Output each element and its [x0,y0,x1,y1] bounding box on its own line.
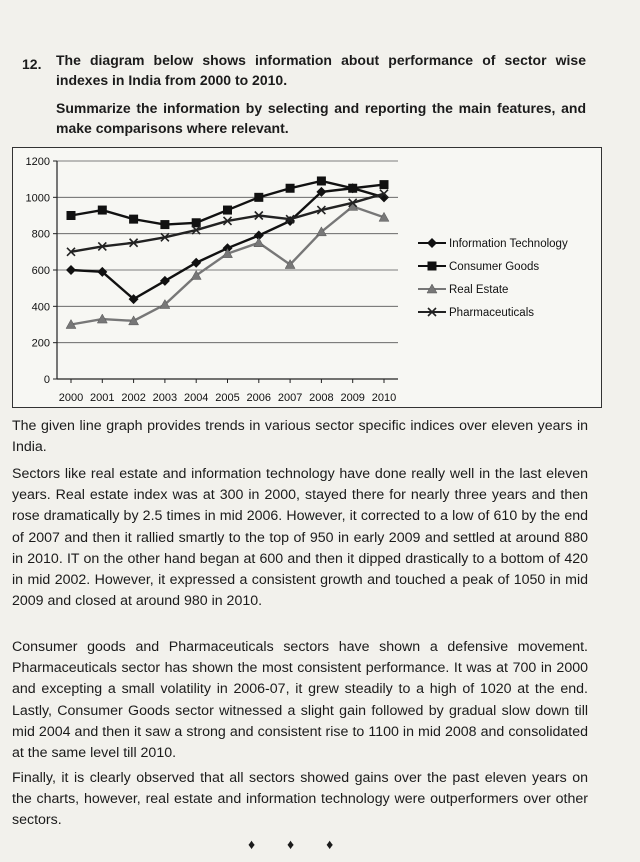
y-tick-label: 200 [31,337,50,350]
x-tick-label: 2007 [277,392,303,404]
footer-ornament: ♦ ♦ ♦ [248,836,348,852]
paragraph-consumer-pharma: Consumer goods and Pharmaceuticals sectors have shown a defensive movement. Pharmaceuticals sector has shown the most consistent performance. It was at 700 in 2000 and excepting a small volatility in 2006-07, it grew steadily to a high of 1020 at the end. Lastly, Consumer Goods sector witnessed a slight gain followed by gradual slow down till mid 2004 and then it saw a strong and consistent rise to 1100 in mid 2008 and consolidated at the same level till 2010. [12,639,588,762]
legend-label: Information Technology [449,238,568,250]
x-tick-label: 2008 [309,392,334,404]
chart-svg [13,148,601,407]
data-point [317,176,326,185]
legend-label: Consumer Goods [449,261,540,273]
legend-marker [427,238,437,248]
y-tick-label: 1200 [25,156,50,168]
y-tick-label: 0 [43,374,50,386]
question-number: 12. [22,56,42,72]
series-line [71,194,384,252]
data-point [66,265,76,275]
series-line [71,206,384,324]
paragraph-conclusion: Finally, it is clearly observed that all sectors showed gains over the past eleven years on the charts, however, real estate and information technology were outperformers over other sectors. [12,770,588,829]
x-tick-label: 2009 [340,392,365,404]
data-point [348,184,357,193]
data-point [191,258,201,268]
data-point [98,206,107,215]
y-tick-label: 600 [31,265,50,277]
x-tick-label: 2003 [152,392,178,404]
paragraph-real-estate-it: Sectors like real estate and information technology have done really well in the last eleven years. Real estate index was at 300 in 2000, stayed there for nearly three years and then rose dramatically by 2.5 times in mid 2006. However, it corrected to a low of 610 by the end of 2007 and then it rallied smartly to the top of 950 in early 2009 and settled at around 880 in 2010. IT on the other hand began at 600 and then it dipped drastically to a bottom of 420 in mid 2002. However, it expressed a consistent growth and touched a peak of 1050 in mid 2009 and closed at around 980 in 2010. [12,466,588,610]
data-point [286,184,295,193]
x-tick-label: 2005 [215,392,240,404]
legend-label: Real Estate [449,284,509,296]
data-point [160,220,169,229]
x-tick-label: 2010 [371,392,397,404]
x-tick-label: 2006 [246,392,272,404]
y-tick-label: 1000 [25,192,50,205]
data-point [380,180,389,189]
legend-marker [428,262,437,271]
data-point [160,276,170,286]
x-tick-label: 2001 [90,392,115,404]
data-point [67,211,76,220]
question-prompt: The diagram below shows information about performance of sector wise indexes in India from 2000 to 2010. [56,52,586,88]
y-tick-label: 400 [31,301,50,314]
y-tick-label: 800 [31,228,50,241]
legend-label: Pharmaceuticals [449,307,535,319]
x-tick-label: 2002 [121,392,146,404]
data-point [254,238,264,247]
paragraph-intro: The given line graph provides trends in various sector specific indices over eleven years in India. [12,418,588,456]
line-chart [12,147,602,408]
x-tick-label: 2000 [58,392,84,404]
data-point [129,215,138,224]
data-point [223,206,232,215]
x-tick-label: 2004 [183,392,209,404]
question-instruction: Summarize the information by selecting and reporting the main features, and make comparisons where relevant. [56,100,586,136]
data-point [254,193,263,202]
